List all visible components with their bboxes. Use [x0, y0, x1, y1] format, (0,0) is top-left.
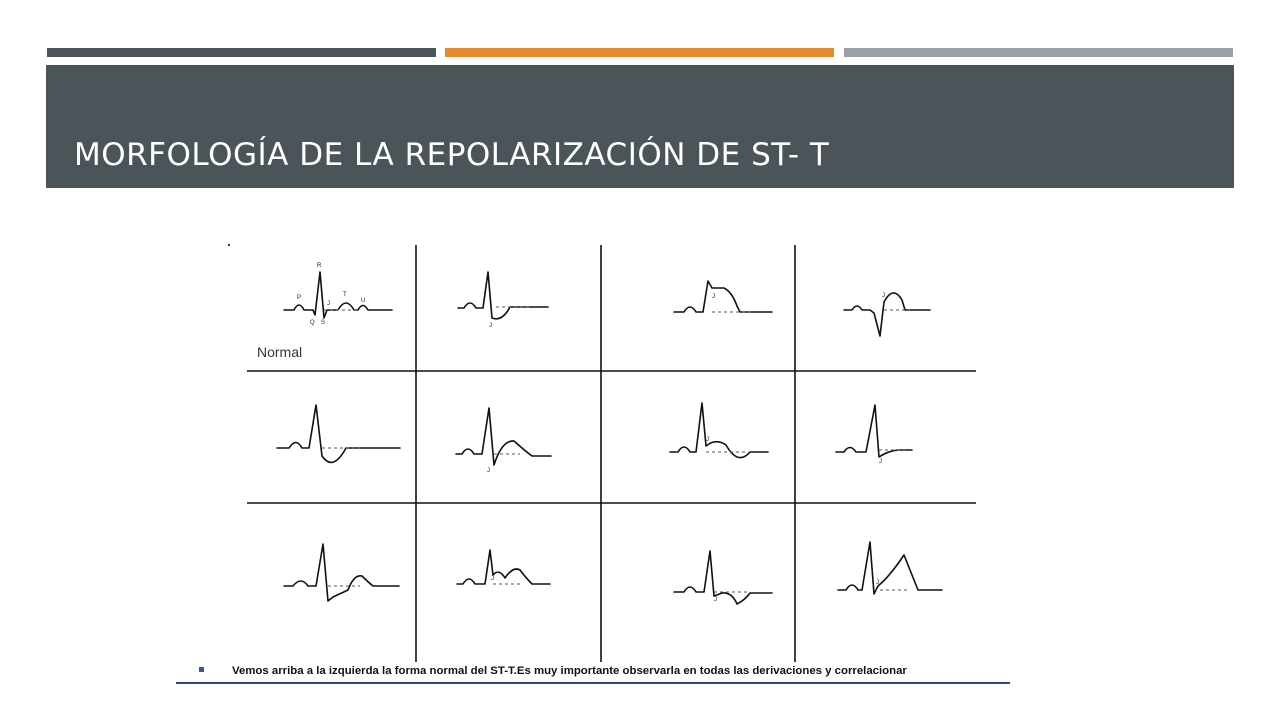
wave-label-u: U	[361, 298, 366, 304]
j-label-r1-c4: J	[882, 293, 885, 299]
bullet-icon	[199, 667, 204, 672]
ecg-r2-c1	[277, 405, 400, 462]
ecg-r2-c3	[670, 403, 768, 458]
ecg-r1-c4	[844, 293, 930, 336]
j-label-r2-c3: J	[706, 437, 709, 443]
j-label-r1-c3: J	[712, 294, 715, 300]
wave-label-q: Q	[310, 320, 315, 326]
slide-title: MORFOLOGÍA DE LA REPOLARIZACIÓN DE ST- T	[74, 137, 830, 173]
wave-label-j: J	[327, 301, 330, 307]
wave-label-s: S	[321, 320, 326, 326]
wave-label-r: R	[317, 263, 322, 269]
wave-label-t: T	[343, 292, 347, 298]
ecg-r1-c3	[674, 281, 772, 312]
j-label-r3-c2: J	[491, 576, 494, 582]
j-label-r2-c2: J	[487, 468, 490, 474]
ecg-r3-c2	[457, 550, 550, 584]
ecg-r2-c4	[836, 405, 912, 457]
j-label-r2-c4: J	[879, 459, 882, 465]
caption-text: Vemos arriba a la izquierda la forma normal del ST-T.Es muy importante observarla en todas las derivaciones y correlacionar	[232, 665, 907, 677]
wave-label-p: P	[297, 295, 302, 301]
ecg-r2-c2	[456, 408, 551, 465]
j-label-r3-c3: J	[714, 597, 717, 603]
j-label-r3-c4: J	[876, 580, 879, 586]
j-label-r1-c2: J	[489, 323, 492, 329]
ecg-r3-c4	[838, 542, 942, 594]
ecg-r1-c2	[458, 272, 548, 319]
caption-row	[176, 664, 1010, 684]
normal-label: Normal	[257, 344, 303, 360]
ecg-r3-c3	[674, 551, 772, 604]
ecg-r3-c1	[284, 544, 399, 601]
